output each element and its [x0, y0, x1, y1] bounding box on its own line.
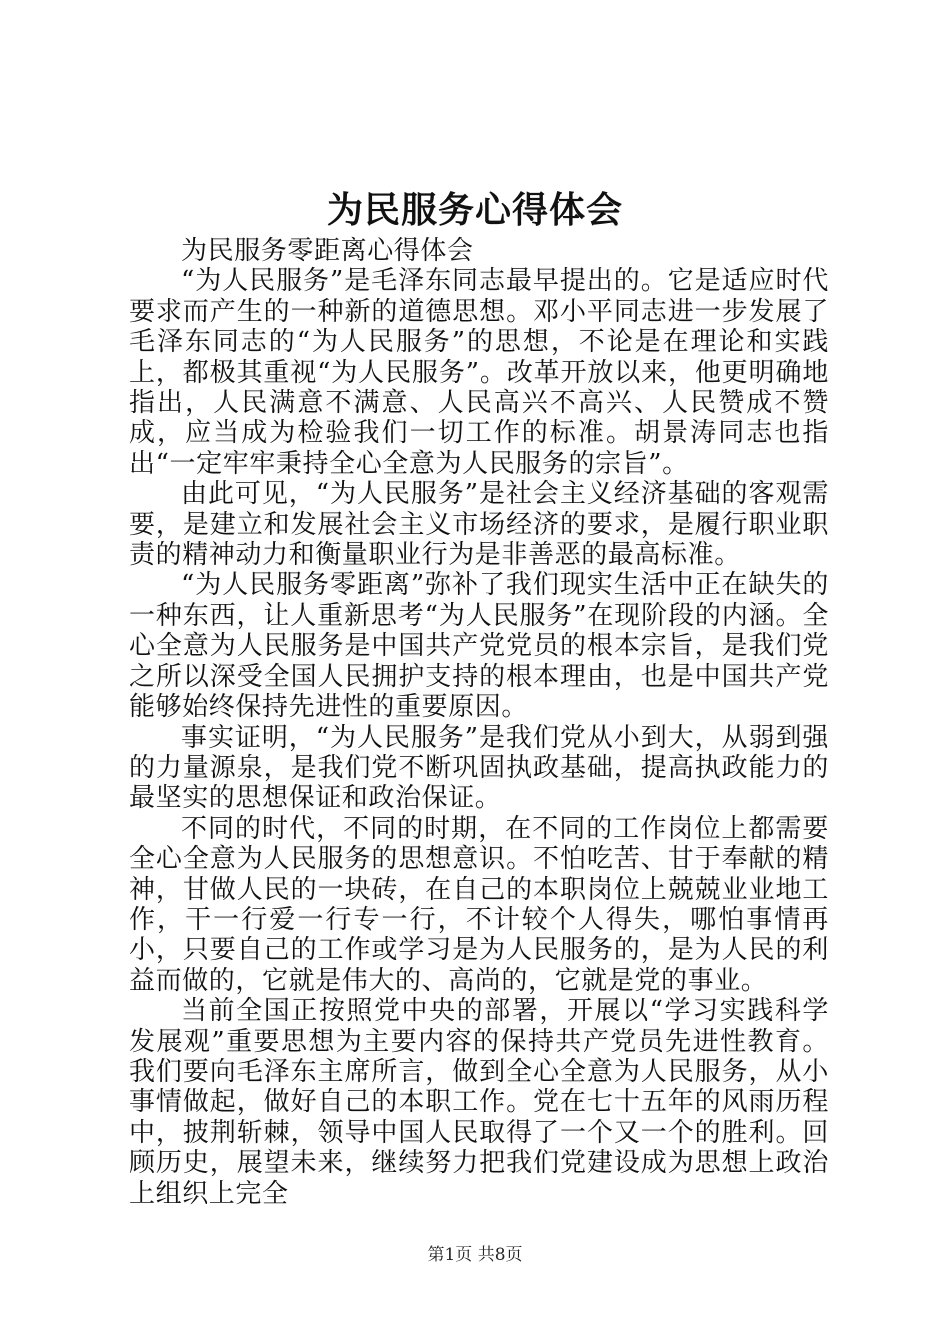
body-paragraph: 不同的时代，不同的时期，在不同的工作岗位上都需要全心全意为人民服务的思想意识。不怕吃苦、甘于奉献的精神，甘做人民的一块砖，在自己的本职岗位上兢兢业业地工作，干一行爱一行专一行，不计较个人得失，哪怕事情再小，只要自己的工作或学习是为人民服务的，是为人民的利益而做的，它就是伟大的、高尚的，它就是党的事业。 [129, 813, 829, 996]
body-paragraph: “为人民服务零距离”弥补了我们现实生活中正在缺失的一种东西，让人重新思考“为人民服务”在现阶段的内涵。全心全意为人民服务是中国共产党党员的根本宗旨，是我们党之所以深受全国人民拥护支持的根本理由，也是中国共产党能够始终保持先进性的重要原因。 [129, 570, 829, 723]
page-number-footer: 第1页 共8页 [427, 1245, 523, 1265]
body-paragraph: “为人民服务”是毛泽东同志最早提出的。它是适应时代要求而产生的一种新的道德思想。邓小平同志进一步发展了毛泽东同志的“为人民服务”的思想，不论是在理论和实践上，都极其重视“为人民服务”。改革开放以来，他更明确地指出，人民满意不满意、人民高兴不高兴、人民赞成不赞成，应当成为检验我们一切工作的标准。胡景涛同志也指出“一定牢牢秉持全心全意为人民服务的宗旨”。 [129, 266, 829, 479]
document-title: 为民服务心得体会 [326, 189, 623, 231]
subtitle-paragraph: 为民服务零距离心得体会 [181, 236, 474, 266]
body-paragraph: 事实证明，“为人民服务”是我们党从小到大，从弱到强的力量源泉，是我们党不断巩固执政基础，提高执政能力的最坚实的思想保证和政治保证。 [129, 722, 829, 814]
body-paragraph: 由此可见，“为人民服务”是社会主义经济基础的客观需要，是建立和发展社会主义市场经济的要求，是履行职业职责的精神动力和衡量职业行为是非善恶的最高标准。 [129, 479, 829, 571]
document-body [129, 236, 829, 1209]
body-paragraph: 当前全国正按照党中央的部署，开展以“学习实践科学发展观”重要思想为主要内容的保持共产党员先进性教育。我们要向毛泽东主席所言，做到全心全意为人民服务，从小事情做起，做好自己的本职工作。党在七十五年的风雨历程中，披荆斩棘，领导中国人民取得了一个又一个的胜利。回顾历史，展望未来，继续努力把我们党建设成为思想上政治上组织上完全 [129, 996, 829, 1209]
